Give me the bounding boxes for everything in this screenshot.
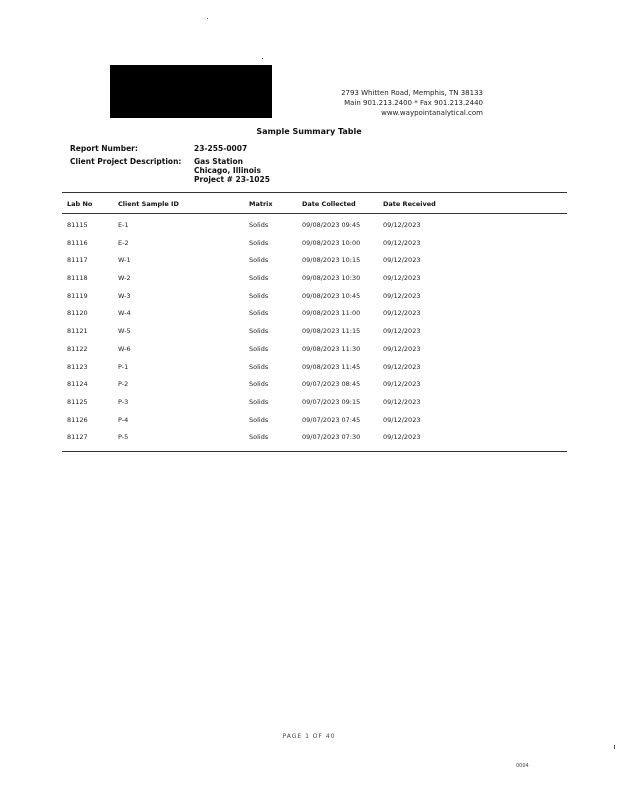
project-name: Gas Station bbox=[194, 157, 243, 166]
cell-date-collected: 09/07/2023 07:45 bbox=[302, 415, 361, 424]
cell-lab-no: 81127 bbox=[67, 433, 88, 442]
cell-lab-no: 81117 bbox=[67, 256, 88, 265]
table-row bbox=[0, 221, 618, 239]
cell-date-collected: 09/07/2023 09:15 bbox=[302, 397, 361, 406]
table-body bbox=[0, 221, 618, 451]
cell-matrix: Solids bbox=[249, 309, 269, 318]
project-description-value bbox=[194, 157, 270, 184]
cell-date-collected: 09/08/2023 11:45 bbox=[302, 362, 361, 371]
cell-date-collected: 09/08/2023 09:45 bbox=[302, 221, 361, 229]
header-date-received: Date Received bbox=[383, 200, 436, 208]
table-row bbox=[0, 292, 618, 310]
cell-client-sample-id: P-5 bbox=[118, 433, 129, 442]
letterhead-address bbox=[243, 88, 483, 118]
cell-client-sample-id: P-4 bbox=[118, 415, 129, 424]
cell-date-received: 09/12/2023 bbox=[383, 397, 421, 406]
table-row bbox=[0, 256, 618, 274]
cell-date-collected: 09/08/2023 11:30 bbox=[302, 344, 361, 353]
cell-matrix: Solids bbox=[249, 433, 269, 442]
cell-lab-no: 81126 bbox=[67, 415, 88, 424]
cell-date-received: 09/12/2023 bbox=[383, 256, 421, 265]
cell-client-sample-id: E-2 bbox=[118, 238, 129, 247]
header-matrix: Matrix bbox=[249, 200, 273, 208]
table-row bbox=[0, 363, 618, 381]
table-row bbox=[0, 309, 618, 327]
cell-lab-no: 81122 bbox=[67, 344, 88, 353]
header-client-sample-id: Client Sample ID bbox=[118, 200, 179, 208]
report-number-label: Report Number: bbox=[70, 144, 138, 153]
report-number-value: 23-255-0007 bbox=[194, 144, 248, 153]
cell-date-received: 09/12/2023 bbox=[383, 380, 421, 389]
cell-client-sample-id: P-1 bbox=[118, 362, 129, 371]
scan-speck bbox=[207, 18, 208, 19]
cell-matrix: Solids bbox=[249, 415, 269, 424]
cell-lab-no: 81115 bbox=[67, 221, 88, 229]
cell-date-received: 09/12/2023 bbox=[383, 291, 421, 300]
cell-client-sample-id: P-3 bbox=[118, 397, 129, 406]
cell-client-sample-id: W-1 bbox=[118, 256, 131, 265]
cell-date-received: 09/12/2023 bbox=[383, 433, 421, 442]
cell-client-sample-id: P-2 bbox=[118, 380, 129, 389]
cell-client-sample-id: E-1 bbox=[118, 221, 129, 229]
cell-client-sample-id: W-3 bbox=[118, 291, 131, 300]
table-row bbox=[0, 327, 618, 345]
cell-client-sample-id: W-6 bbox=[118, 344, 131, 353]
address-line: 2793 Whitten Road, Memphis, TN 38133 bbox=[341, 89, 483, 97]
cell-date-received: 09/12/2023 bbox=[383, 344, 421, 353]
cell-date-collected: 09/08/2023 10:45 bbox=[302, 291, 361, 300]
table-row bbox=[0, 380, 618, 398]
table-row bbox=[0, 274, 618, 292]
cell-lab-no: 81119 bbox=[67, 291, 88, 300]
cell-lab-no: 81121 bbox=[67, 327, 88, 336]
cell-date-received: 09/12/2023 bbox=[383, 221, 421, 229]
project-description-label: Client Project Description: bbox=[70, 157, 182, 166]
phone-fax-line: Main 901.213.2400 * Fax 901.213.2440 bbox=[344, 99, 483, 107]
document-code: 0004 bbox=[516, 763, 529, 769]
cell-date-collected: 09/07/2023 07:30 bbox=[302, 433, 361, 442]
project-location: Chicago, Illinois bbox=[194, 166, 261, 175]
table-top-rule bbox=[62, 192, 567, 193]
cell-matrix: Solids bbox=[249, 362, 269, 371]
scan-speck bbox=[262, 58, 263, 59]
cell-date-collected: 09/08/2023 10:15 bbox=[302, 256, 361, 265]
cell-matrix: Solids bbox=[249, 327, 269, 336]
table-row bbox=[0, 416, 618, 434]
cell-matrix: Solids bbox=[249, 344, 269, 353]
cell-date-collected: 09/08/2023 10:30 bbox=[302, 274, 361, 283]
page-title: Sample Summary Table bbox=[256, 127, 362, 136]
cell-lab-no: 81124 bbox=[67, 380, 88, 389]
table-header bbox=[0, 200, 618, 210]
cell-date-collected: 09/08/2023 11:00 bbox=[302, 309, 361, 318]
table-row bbox=[0, 433, 618, 451]
cell-lab-no: 81125 bbox=[67, 397, 88, 406]
cell-date-received: 09/12/2023 bbox=[383, 362, 421, 371]
cell-date-received: 09/12/2023 bbox=[383, 238, 421, 247]
cell-date-collected: 09/08/2023 10:00 bbox=[302, 238, 361, 247]
cell-matrix: Solids bbox=[249, 380, 269, 389]
cell-matrix: Solids bbox=[249, 397, 269, 406]
cell-matrix: Solids bbox=[249, 274, 269, 283]
cell-lab-no: 81118 bbox=[67, 274, 88, 283]
cell-client-sample-id: W-4 bbox=[118, 309, 131, 318]
cell-client-sample-id: W-5 bbox=[118, 327, 131, 336]
table-row bbox=[0, 239, 618, 257]
cell-lab-no: 81116 bbox=[67, 238, 88, 247]
cell-date-received: 09/12/2023 bbox=[383, 309, 421, 318]
table-header-rule bbox=[62, 213, 567, 214]
cell-date-received: 09/12/2023 bbox=[383, 274, 421, 283]
cell-date-received: 09/12/2023 bbox=[383, 327, 421, 336]
project-number: Project # 23-1025 bbox=[194, 175, 270, 184]
table-bottom-rule bbox=[62, 451, 567, 452]
page-number: PAGE 1 OF 40 bbox=[282, 733, 336, 740]
header-lab-no: Lab No bbox=[67, 200, 93, 208]
cell-lab-no: 81120 bbox=[67, 309, 88, 318]
header-date-collected: Date Collected bbox=[302, 200, 356, 208]
cell-matrix: Solids bbox=[249, 238, 269, 247]
table-row bbox=[0, 398, 618, 416]
cell-matrix: Solids bbox=[249, 221, 269, 229]
website-line: www.waypointanalytical.com bbox=[381, 109, 483, 117]
cell-date-collected: 09/07/2023 08:45 bbox=[302, 380, 361, 389]
cell-lab-no: 81123 bbox=[67, 362, 88, 371]
scan-speck bbox=[614, 745, 615, 749]
cell-client-sample-id: W-2 bbox=[118, 274, 131, 283]
table-row bbox=[0, 345, 618, 363]
cell-date-collected: 09/08/2023 11:15 bbox=[302, 327, 361, 336]
cell-date-received: 09/12/2023 bbox=[383, 415, 421, 424]
cell-matrix: Solids bbox=[249, 291, 269, 300]
cell-matrix: Solids bbox=[249, 256, 269, 265]
